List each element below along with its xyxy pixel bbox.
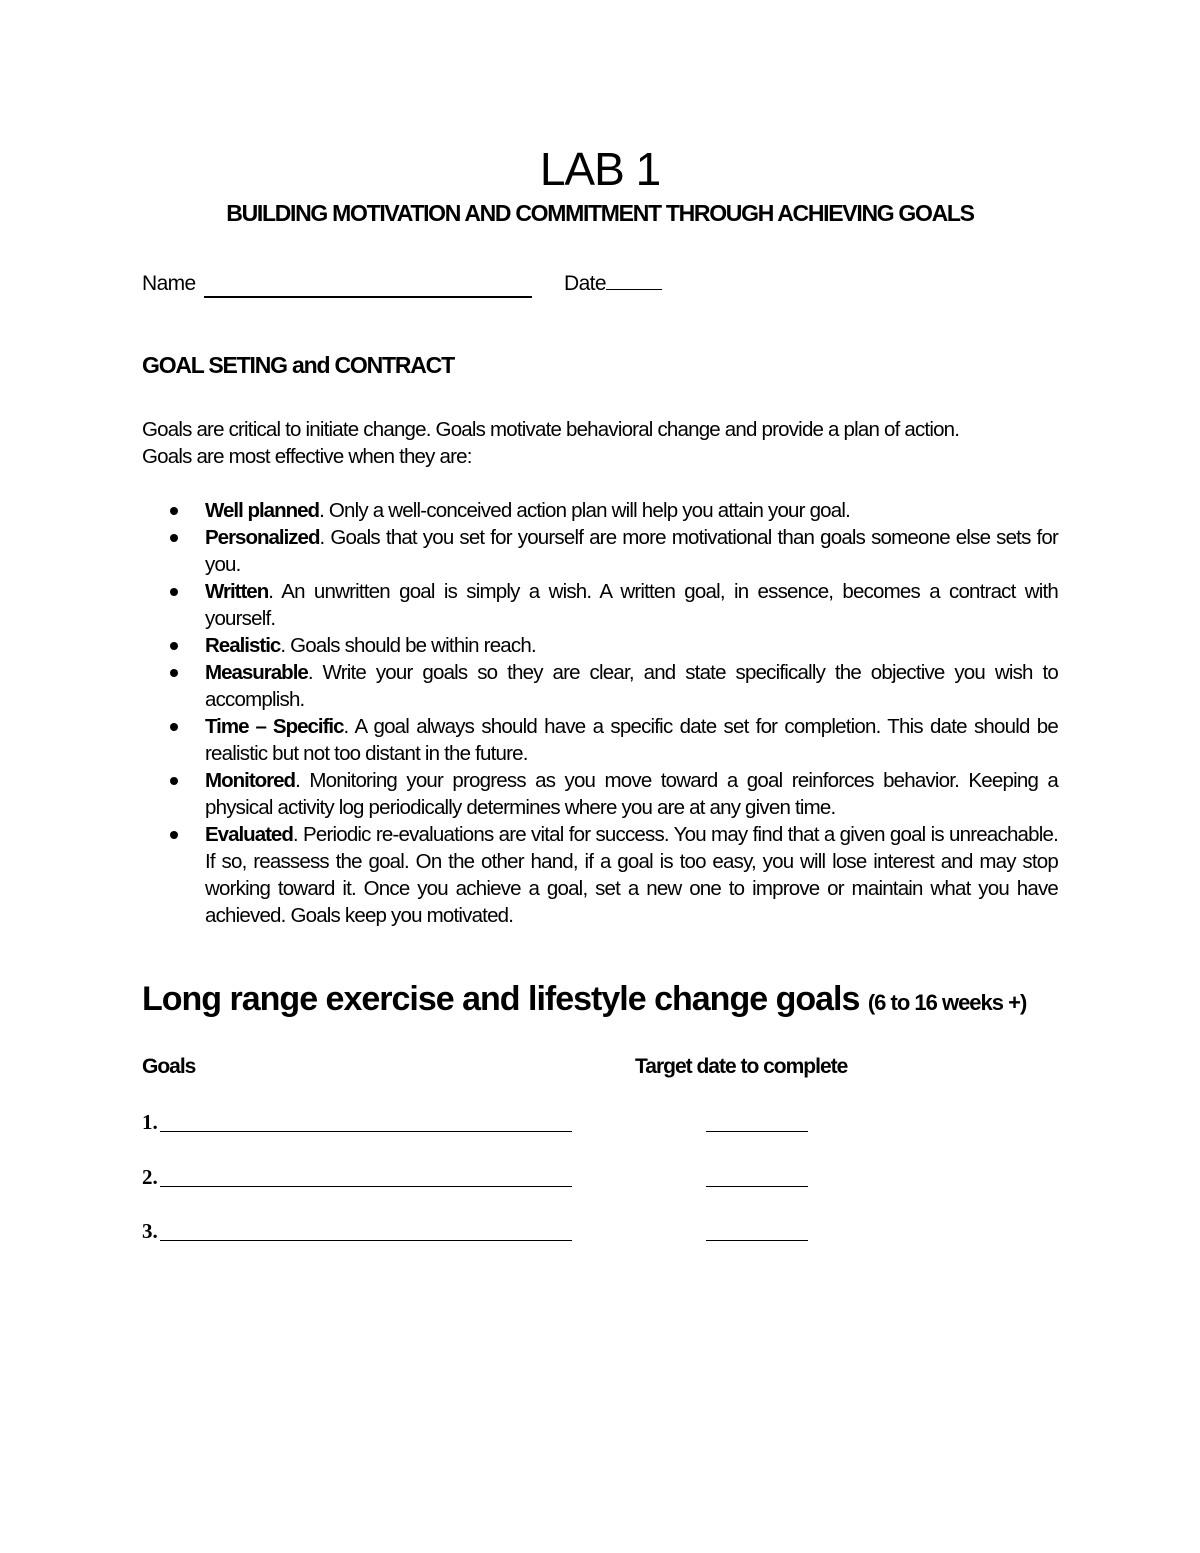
- criterion-term: Evaluated: [205, 823, 293, 846]
- bullet-icon: [170, 534, 178, 542]
- criterion-term: Time – Specific: [205, 715, 344, 738]
- goal-setting-heading: GOAL SETING and CONTRACT: [142, 352, 454, 378]
- goal-row: [142, 1219, 842, 1247]
- goal-number: 3.: [142, 1219, 158, 1243]
- goal-field-line[interactable]: [160, 1186, 572, 1187]
- criterion-text: . Write your goals so they are clear, and state specifically the objective you wish to accomplish.: [205, 661, 1058, 711]
- name-date-row: [142, 272, 606, 296]
- long-range-heading-text: Long range exercise and lifestyle change goals: [142, 980, 860, 1018]
- bullet-icon: [170, 642, 178, 650]
- goal-row: [142, 1165, 842, 1193]
- goal-number: 2.: [142, 1165, 158, 1189]
- goal-number: 1.: [142, 1110, 158, 1134]
- list-item: [142, 821, 1058, 929]
- page-title: LAB 1: [539, 143, 661, 195]
- goal-field-line[interactable]: [160, 1240, 572, 1241]
- criterion-text: . Only a well-conceived action plan will help you attain your goal.: [319, 499, 851, 522]
- goal-field-line[interactable]: [160, 1131, 572, 1132]
- criterion-text: . Monitoring your progress as you move toward a goal reinforces behavior. Keeping a physical activity log periodically determines where you are at any given time.: [205, 769, 1058, 819]
- goals-column-header: Goals: [142, 1055, 196, 1078]
- criterion-term: Personalized: [205, 526, 320, 549]
- criterion-text: . An unwritten goal is simply a wish. A written goal, in essence, becomes a contract with yourself.: [205, 580, 1058, 630]
- goal-criteria-list: [142, 497, 1058, 929]
- bullet-icon: [170, 831, 178, 839]
- list-item: [142, 497, 1058, 524]
- criterion-term: Written: [205, 580, 269, 603]
- criterion-term: Monitored: [205, 769, 296, 792]
- criterion-term: Realistic: [205, 634, 281, 657]
- name-field-line[interactable]: [204, 296, 532, 298]
- goal-row: [142, 1110, 842, 1138]
- criterion-text: . Goals that you set for yourself are more motivational than goals someone else sets for you.: [205, 526, 1058, 576]
- target-date-field-line[interactable]: [706, 1240, 808, 1241]
- list-item: [142, 659, 1058, 713]
- target-date-field-line[interactable]: [706, 1131, 808, 1132]
- target-date-field-line[interactable]: [706, 1186, 808, 1187]
- list-item: [142, 713, 1058, 767]
- bullet-icon: [170, 669, 178, 677]
- criterion-term: Well planned: [205, 499, 320, 522]
- criterion-text: . Goals should be within reach.: [280, 634, 536, 657]
- date-label: Date: [564, 272, 606, 295]
- bullet-icon: [170, 723, 178, 731]
- target-date-column-header: Target date to complete: [635, 1055, 848, 1078]
- criterion-text: . A goal always should have a specific date set for completion. This date should be realistic but not too distant in the future.: [205, 715, 1058, 765]
- page-subtitle: BUILDING MOTIVATION AND COMMITMENT THROUGH ACHIEVING GOALS: [226, 200, 974, 226]
- criterion-term: Measurable: [205, 661, 308, 684]
- long-range-heading: [142, 980, 1026, 1019]
- goal-setting-intro: [142, 416, 1062, 470]
- list-item: [142, 767, 1058, 821]
- criterion-text: . Periodic re-evaluations are vital for success. You may find that a given goal is unreachable. If so, reassess the goal. On the other hand, if a goal is too easy, you will lose interest and may stop working toward it. Once you achieve a goal, set a new one to improve or maintain what you have achieved. Goals keep you motivated.: [205, 823, 1058, 927]
- list-item: [142, 632, 1058, 659]
- date-group: [564, 272, 662, 296]
- bullet-icon: [170, 777, 178, 785]
- bullet-icon: [170, 588, 178, 596]
- bullet-icon: [170, 507, 178, 515]
- name-label: Name: [142, 272, 196, 295]
- date-field-line[interactable]: [606, 289, 662, 290]
- list-item: [142, 578, 1058, 632]
- long-range-heading-note: (6 to 16 weeks +): [867, 990, 1027, 1015]
- list-item: [142, 524, 1058, 578]
- intro-line-2: Goals are most effective when they are:: [142, 445, 472, 468]
- intro-line-1: Goals are critical to initiate change. Goals motivate behavioral change and provide a plan of action.: [142, 418, 960, 441]
